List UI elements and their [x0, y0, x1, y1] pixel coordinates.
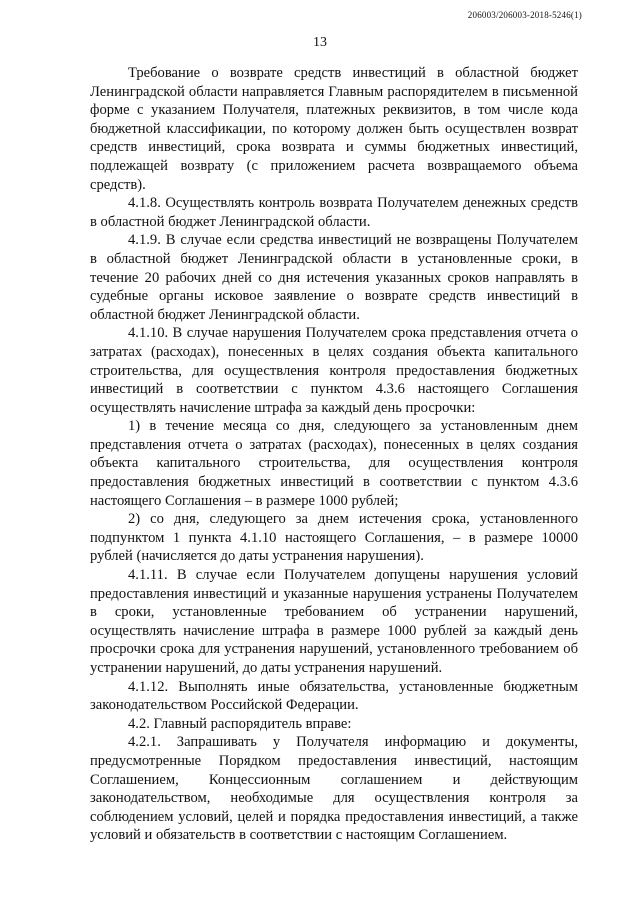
paragraph-4-1-10: 4.1.10. В случае нарушения Получателем срока представления отчета о затратах (расходах), понесенных в целях создания объекта капитального строительства, для осуществления контроля предоставления бюджетных инвестиций в соответствии с пунктом 4.3.6 настоящего Соглашения осуществлять начисление штрафа за каждый день просрочки:	[90, 325, 578, 416]
paragraph-4-1-9: 4.1.9. В случае если средства инвестиций не возвращены Получателем в областной бюджет Ленинградской области в установленные сроки, в течение 20 рабочих дней со дня истечения указанных сроков направлять в судебные органы исковое заявление о возврате средств инвестиций в областной бюджет Ленинградской области.	[90, 232, 578, 323]
paragraph-4-2-1: 4.2.1. Запрашивать у Получателя информацию и документы, предусмотренные Порядком предоставления инвестиций, настоящим Соглашением, Концессионным соглашением и действующим законодательством, необходимые для осуществления контроля за соблюдением условий, целей и порядка предоставления инвестиций, а также условий и обязательств в соответствии с настоящим Соглашением.	[90, 734, 578, 844]
paragraph-refund-demand: Требование о возврате средств инвестиций в областной бюджет Ленинградской области направляется Главным распорядителем в письменной форме с указанием Получателя, платежных реквизитов, в том числе кода бюджетной классификации, по которому должен быть осуществлен возврат средств инвестиций, срока возврата и суммы бюджетных инвестиций, подлежащей возврату (с приложением расчета возвращаемого объема средств).	[90, 65, 578, 193]
paragraph-4-1-11: 4.1.11. В случае если Получателем допущены нарушения условий предоставления инвестиций и указанные нарушения устранены Получателем в сроки, установленные требованием об устранении нарушений, осуществлять начисление штрафа в размере 1000 рублей за каждый день просрочки срока для устранения нарушений, установленного требованием об устранении нарушений, до даты устранения нарушений.	[90, 567, 578, 676]
paragraph-4-1-8: 4.1.8. Осуществлять контроль возврата Получателем денежных средств в областной бюджет Ленинградской области.	[90, 195, 578, 230]
paragraph-4-1-10-item-2: 2) со дня, следующего за днем истечения срока, установленного подпунктом 1 пункта 4.1.10 настоящего Соглашения, – в размере 10000 рублей (начисляется до даты устранения нарушения).	[90, 511, 578, 565]
paragraph-4-1-10-item-1: 1) в течение месяца со дня, следующего за установленным днем представления отчета о затратах (расходах), понесенных в целях создания объекта капитального строительства, для осуществления контроля предоставления бюджетных инвестиций в соответствии с пунктом 4.3.6 настоящего Соглашения – в размере 1000 рублей;	[90, 418, 578, 509]
document-body	[90, 64, 578, 845]
paragraph-4-2: 4.2. Главный распорядитель вправе:	[128, 715, 352, 732]
document-number: 206003/206003-2018-5246(1)	[467, 10, 582, 20]
paragraph-4-1-12: 4.1.12. Выполнять иные обязательства, установленные бюджетным законодательством Российской Федерации.	[90, 678, 578, 714]
page-number: 13	[313, 35, 327, 50]
